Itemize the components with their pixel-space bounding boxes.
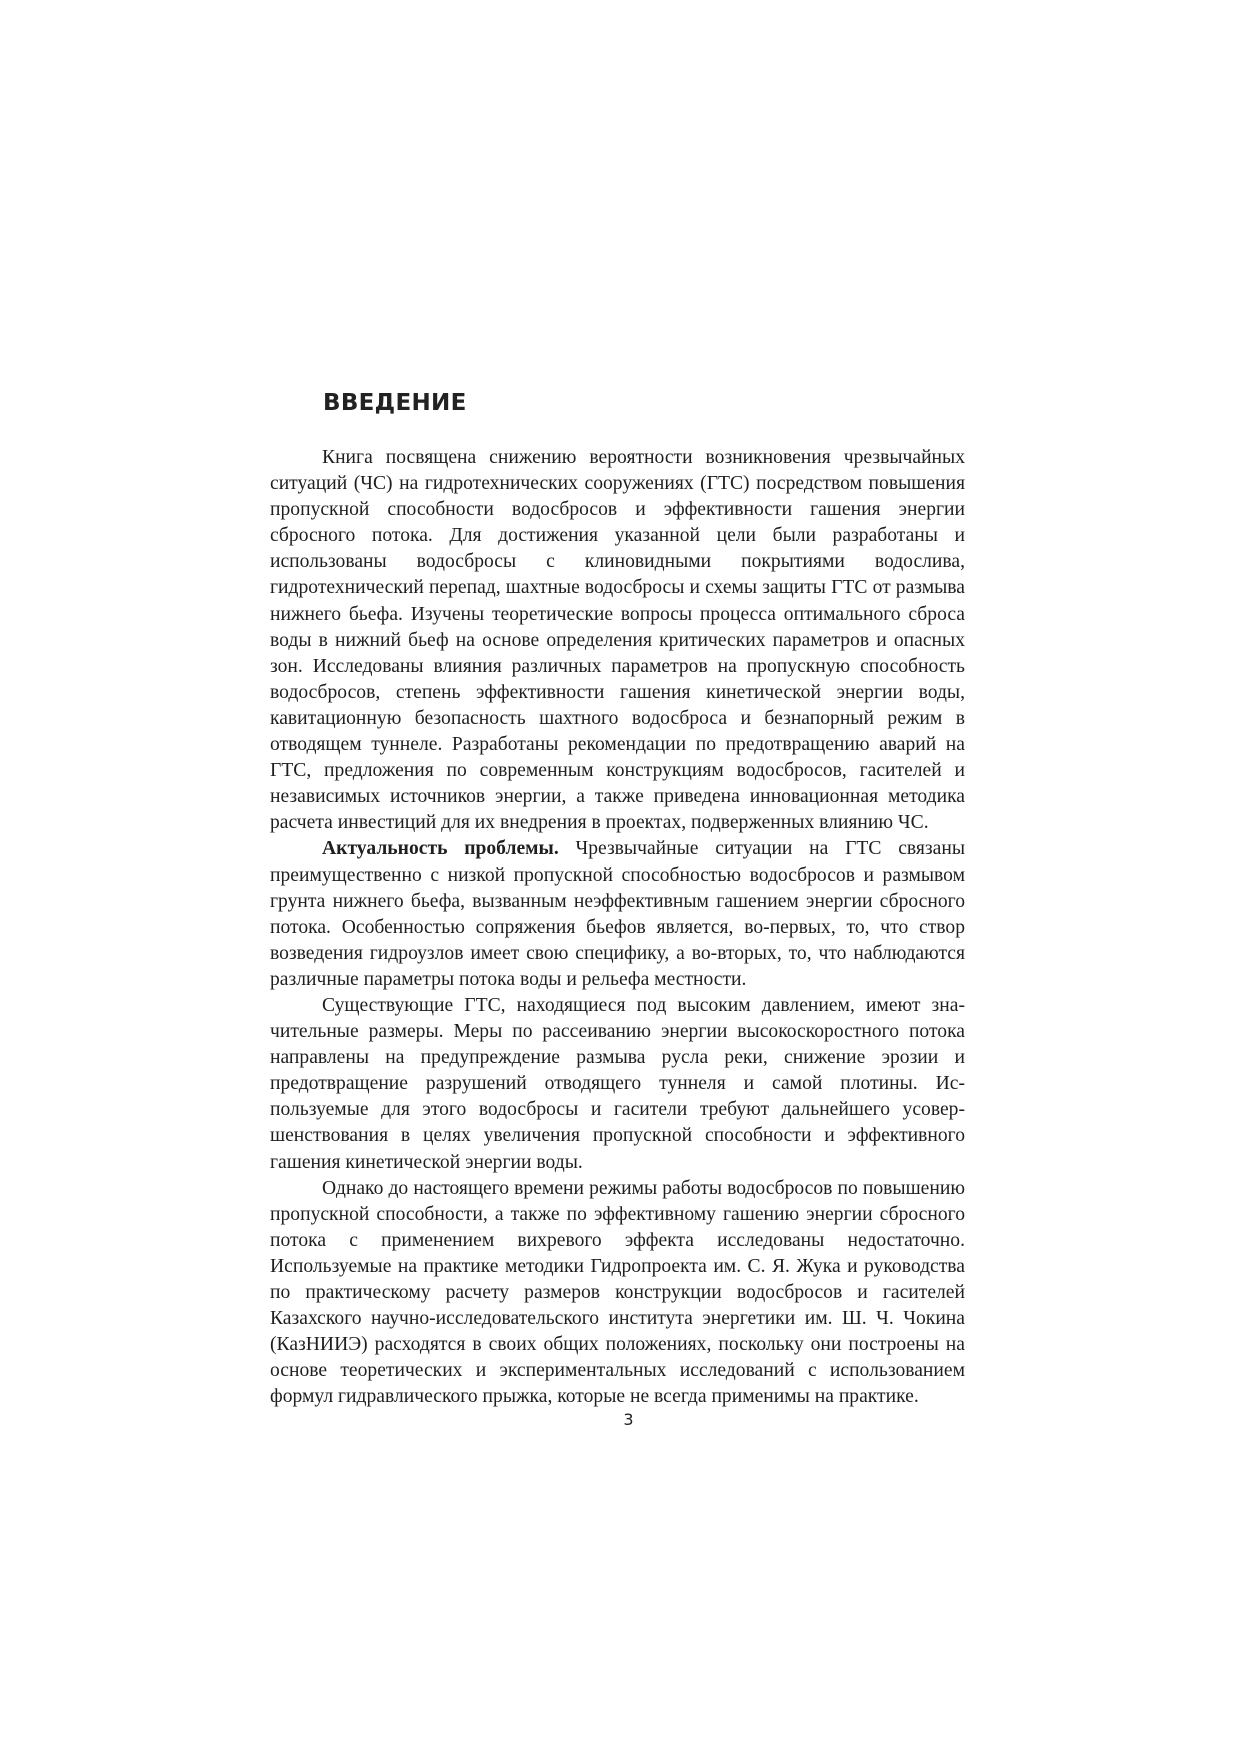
paragraph-research-gap: Однако до настоящего времени режимы работы водосбросов по повышению пропускной способности, а также по эффективному гашению энергии сбросного потока с применением вихревого эффекта исследованы недостаточно. Используемые на практике методики Гидропроекта им. С. Я. Жука и руководства по практическому расчету размеров конструкции водосбросов и гасителей Казахского научно-исследовательского института энергетики им. Ш. Ч. Чокина (КазНИИЭ) расходятся в своих общих положениях, поскольку они построены на основе теоретических и экспериментальных исследований с использованием формул гидравлического прыжка, которые не всегда применимы на практике. <box>270 1177 965 1408</box>
relevance-text: Чрезвычайные ситуации на ГТС связаны преимущественно с низкой пропускной способностью водосбросов и размывом грунта нижнего бьефа, вызванным неэффективным гашением энергии сбросного потока. Особенностью сопряжения бьефов является, во-первых, то, что створ возведения гидроузлов имеет свою специфику, а во-вторых, то, что наблюдаются различные параметры потока воды и рельефа местности. <box>270 838 966 990</box>
page-number: 3 <box>623 1410 634 1429</box>
paragraph-relevance <box>270 836 965 993</box>
paragraph-intro: Книга посвящена снижению вероятности возникновения чрезвычайных ситуаций (ЧС) на гидротехнических сооружениях (ГТС) посредством повышения пропускной способности водосбросов и эффективности гашения энергии сбросного потока. Для достижения указанной цели были разработаны и использованы водосбросы с клиновидными покрытиями водослива, гидротехнический перепад, шахтные водосбросы и схемы защиты ГТС от размыва нижнего бьефа. Изучены теоретические вопросы процесса оптимального сброса воды в нижний бьеф на основе определения критических параметров и опасных зон. Исследованы влияния различных параметров на пропускную способность водосбросов, степень эффективности гашения кинетической энергии воды, кавитационную безопасность шахтного водосброса и безнапорный режим в отводящем туннеле. Разработаны рекомендации по предотвращению аварий на ГТС, предложения по современным конструкциям водосбросов, гасителей и независимых источников энергии, а также приведена инновационная методика расчета инвестиций для их внедрения в проектах, подверженных влиянию ЧС. <box>270 447 965 834</box>
body-text <box>270 445 965 1410</box>
section-heading: ВВЕДЕНИЕ <box>323 390 467 416</box>
relevance-lead: Актуальность проблемы. <box>322 838 559 860</box>
paragraph-existing-structures: Существующие ГТС, находящиеся под высоким давлением, имеют значительные размеры. Меры по рассеиванию энергии высокоскоростного потока направлены на предупреждение размыва русла реки, снижение эрозии и предотвращение разрушений отводящего туннеля и самой плотины. Используемые для этого водосбросы и гасители требуют дальнейшего усовершенствования в целях увеличения пропускной способности и эффективного гашения кинетической энергии воды. <box>270 994 965 1173</box>
